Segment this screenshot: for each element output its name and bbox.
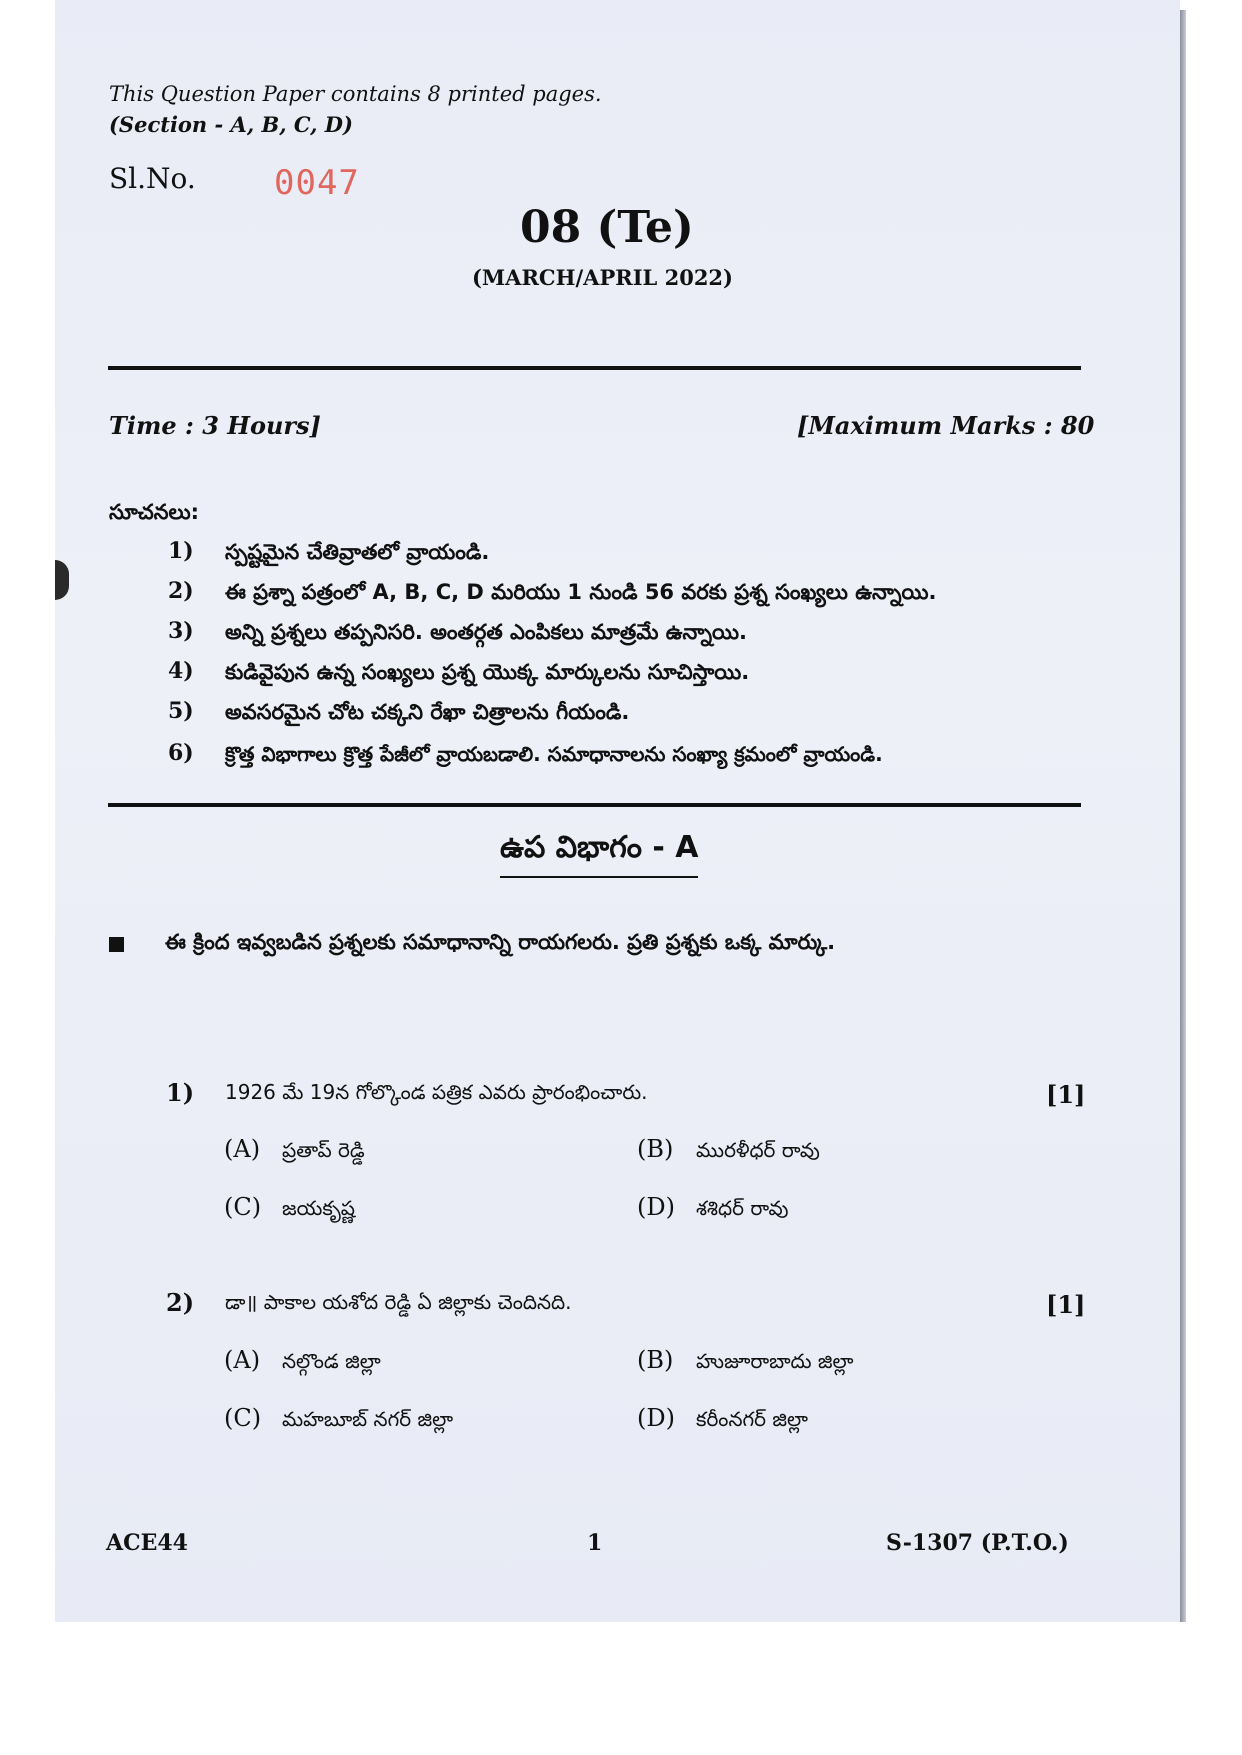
time-allowed: Time : 3 Hours] bbox=[109, 411, 321, 440]
maximum-marks: [Maximum Marks : 80 bbox=[797, 411, 1095, 440]
serial-label: Sl.No. bbox=[109, 162, 196, 195]
instruction-text: అవసరమైన చోట చక్కని రేఖా చిత్రాలను గీయండి. bbox=[225, 700, 630, 724]
question-text: 1926 మే 19న గోల్కొండ పత్రిక ఎవరు ప్రారంభించారు. bbox=[225, 1080, 648, 1104]
option-letter: (B) bbox=[637, 1346, 674, 1374]
instruction-number: 1) bbox=[168, 538, 194, 564]
option-letter: (C) bbox=[224, 1404, 262, 1432]
instruction-text: కుడివైపున ఉన్న సంఖ్యలు ప్రశ్న యొక్క మార్కులను సూచిస్తాయి. bbox=[225, 660, 750, 684]
option-letter: (A) bbox=[224, 1135, 261, 1163]
option-letter: (C) bbox=[224, 1193, 262, 1221]
header-rule bbox=[108, 366, 1081, 370]
instruction-number: 6) bbox=[168, 740, 194, 766]
instructions-heading: సూచనలు: bbox=[109, 500, 200, 524]
instruction-text: క్రొత్త విభాగాలు క్రొత్త పేజీలో వ్రాయబడాలి. సమాధానాలను సంఖ్యా క్రమంలో వ్రాయండి. bbox=[225, 742, 883, 766]
option-letter: (D) bbox=[637, 1404, 675, 1432]
option-text: ప్రతాప్ రెడ్డి bbox=[282, 1138, 365, 1162]
footer-code-pto: S-1307 (P.T.O.) bbox=[886, 1530, 1069, 1556]
instruction-number: 5) bbox=[168, 698, 194, 724]
question-marks: [1] bbox=[1046, 1080, 1086, 1109]
option-text: మహబూబ్ నగర్ జిల్లా bbox=[282, 1407, 454, 1431]
instruction-number: 3) bbox=[168, 618, 194, 644]
option-text: నల్గొండ జిల్లా bbox=[282, 1349, 381, 1373]
option-letter: (B) bbox=[637, 1135, 674, 1163]
instructions-rule bbox=[108, 803, 1081, 807]
option-letter: (A) bbox=[224, 1346, 261, 1374]
pages-note: This Question Paper contains 8 printed pages. bbox=[109, 82, 602, 106]
section-direction: ఈ క్రింద ఇవ్వబడిన ప్రశ్నలకు సమాధానాన్ని రాయగలరు. ప్రతి ప్రశ్నకు ఒక్క మార్కు. bbox=[165, 930, 836, 954]
option-text: కరీంనగర్ జిల్లా bbox=[696, 1407, 808, 1431]
option-text: శశిధర్ రావు bbox=[696, 1196, 789, 1220]
exam-session: (MARCH/APRIL 2022) bbox=[472, 265, 733, 290]
question-number: 2) bbox=[166, 1288, 195, 1317]
paper-code: 08 (Te) bbox=[520, 202, 694, 253]
option-text: జయకృష్ణ bbox=[282, 1196, 356, 1220]
question-text: డా॥ పాకాల యశోద రెడ్డి ఏ జిల్లాకు చెందినది. bbox=[225, 1290, 572, 1314]
option-letter: (D) bbox=[637, 1193, 675, 1221]
footer-paper-id: ACE44 bbox=[106, 1530, 188, 1556]
page-number: 1 bbox=[587, 1530, 603, 1556]
page-edge-shadow bbox=[1180, 10, 1186, 1622]
question-number: 1) bbox=[166, 1078, 195, 1107]
instruction-number: 4) bbox=[168, 658, 194, 684]
section-title: ఉప విభాగం - A bbox=[500, 830, 698, 878]
option-text: హుజూరాబాదు జిల్లా bbox=[696, 1349, 854, 1373]
instruction-text: స్పష్టమైన చేతివ్రాతలో వ్రాయండి. bbox=[225, 540, 490, 564]
bullet-square-icon bbox=[109, 937, 124, 952]
instruction-text: ఈ ప్రశ్నా పత్రంలో A, B, C, D మరియు 1 నుండి 56 వరకు ప్రశ్న సంఖ్యలు ఉన్నాయి. bbox=[225, 580, 937, 604]
instruction-number: 2) bbox=[168, 578, 194, 604]
option-text: మురళీధర్ రావు bbox=[696, 1138, 820, 1162]
sections-note: (Section - A, B, C, D) bbox=[109, 112, 353, 137]
question-marks: [1] bbox=[1046, 1290, 1086, 1319]
instruction-text: అన్ని ప్రశ్నలు తప్పనిసరి. అంతర్గత ఎంపికలు మాత్రమే ఉన్నాయి. bbox=[225, 620, 748, 644]
serial-number: 0047 bbox=[274, 163, 360, 203]
